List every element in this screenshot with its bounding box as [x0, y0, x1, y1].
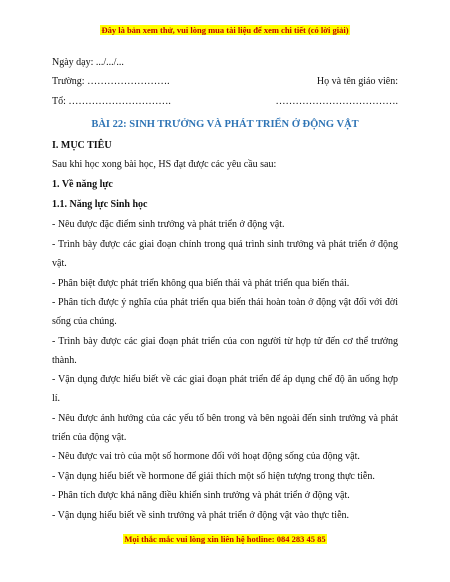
objective-item: - Phân biệt được phát triển không qua biến thái và phát triển qua biến thái. [52, 278, 350, 289]
intro-text: Sau khi học xong bài học, HS đạt được các yêu cầu sau: [52, 159, 277, 170]
group-field: Tổ: …………………………. [52, 96, 171, 107]
objective-item: - Trình bày được các giai đoạn chính trong quá trình sinh trưởng và phát triển ở động vật. [52, 239, 398, 269]
teacher-name-label: Họ và tên giáo viên: [316, 76, 398, 87]
objective-item: - Phân tích được ý nghĩa của phát triển qua biến thái hoàn toàn ở động vật đối với đời sống của chúng. [52, 297, 398, 327]
teaching-date: Ngày dạy: .../.../... [52, 57, 124, 68]
objective-item: - Phân tích được khả năng điều khiển sinh trưởng và phát triển ở động vật. [52, 490, 350, 501]
objective-item: - Nêu được ảnh hưởng của các yếu tố bên trong và bên ngoài đến sinh trưởng và phát triển của động vật. [52, 413, 398, 443]
objective-item: - Nêu được đặc điểm sinh trưởng và phát triển ở động vật. [52, 219, 285, 230]
objective-item: - Vận dụng hiểu biết về hormone để giải thích một số hiện tượng trong thực tiễn. [52, 471, 375, 482]
school-field: Trường: ……………………. [52, 76, 170, 87]
preview-notice-text: Đây là bản xem thử, vui lòng mua tài liệu để xem chi tiết (có lời giải) [101, 25, 349, 35]
hotline-banner [0, 534, 450, 544]
objective-item: - Vận dụng được hiểu biết về các giai đoạn phát triển để áp dụng chế độ ăn uống hợp lí. [52, 374, 398, 404]
objective-item: - Vận dụng hiểu biết về sinh trưởng và phát triển ở động vật vào thực tiễn. [52, 510, 350, 521]
lesson-title: BÀI 22: SINH TRƯỞNG VÀ PHÁT TRIỂN Ở ĐỘNG VẬT [91, 119, 359, 130]
school-row [52, 75, 398, 88]
hotline-text: Mọi thắc mắc vui lòng xin liên hệ hotline: 084 283 45 85 [124, 534, 326, 544]
subsection-competence: 1. Về năng lực [52, 179, 113, 190]
group-row [52, 95, 398, 108]
section-objectives: I. MỤC TIÊU [52, 140, 112, 151]
preview-notice-banner [0, 25, 450, 35]
teacher-name-blank: ………………………………. [275, 96, 398, 107]
objective-item: - Nêu được vai trò của một số hormone đối với hoạt động sống của động vật. [52, 451, 360, 462]
subsection-biology-competence: 1.1. Năng lực Sinh học [52, 199, 148, 210]
objective-item: - Trình bày được các giai đoạn phát triển của con người từ hợp tử đến cơ thể trưởng thành. [52, 336, 398, 366]
